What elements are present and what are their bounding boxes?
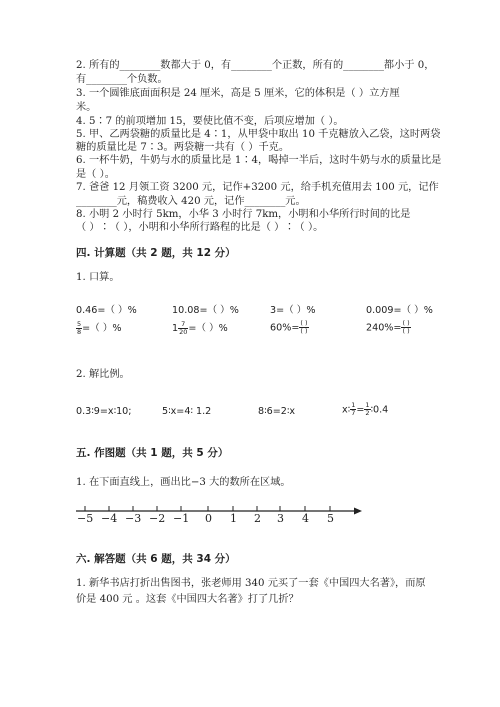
tick-label-neg5: −5 [77, 512, 94, 525]
question-5-line-2: 糖的质量比是 7∶3。两袋糖一共有（ ）千克。 [76, 142, 290, 153]
fraction-5-8: $\frac{5}{8}$ [77, 319, 82, 336]
question-7-line-1: 7. 爸爸 12 月领工资 3200 元，记作+3200 元，给手机充值用去 100 元，记作 [76, 182, 439, 193]
section-4-q1: 1. 口算。 [76, 272, 120, 283]
fraction-1-7: $\frac{1}{7}$ [351, 401, 356, 417]
tick-label-3: 3 [277, 512, 284, 525]
oral-calc-3: 3=（ ）% [270, 305, 316, 316]
question-6-line-2: 是（ ）。 [76, 169, 115, 180]
oral-calc-1: 0.46=（ ）% [76, 305, 137, 316]
section-4-q2: 2. 解比例。 [76, 369, 130, 380]
tick-label-0: 0 [205, 512, 212, 525]
section-6-q1-line-1: 1. 新华书店打折出售图书，张老师用 340 元买了一套《中国四大名著》，而原 [76, 578, 426, 589]
oral-calc-5: $\frac{5}{8}$ =（ ）% [77, 319, 122, 336]
proportion-1: 0.3∶9=x∶10; [76, 406, 132, 417]
number-line-arrow [354, 508, 362, 515]
oral-calc-8: 240%= $\frac{( )}{( )}$ [366, 319, 410, 335]
question-3-line-1: 3. 一个圆锥底面面积是 24 厘米，高是 5 厘米，它的体积是（ ）立方厘 [76, 88, 400, 99]
oral-calc-7: 60%= $\frac{( )}{( )}$ [270, 319, 308, 335]
proportion-2: 5∶x=4∶ 1.2 [162, 406, 212, 417]
question-4: 4. 5∶7 的前项增加 15，要使比值不变，后项应增加（ ）。 [76, 116, 344, 127]
tick-label-neg1: −1 [173, 512, 190, 525]
section-6-q1-line-2: 价是 400 元 。这套《中国四大名著》打了几折？ [76, 594, 299, 605]
tick-label-2: 2 [254, 512, 261, 525]
tick-label-5: 5 [327, 512, 334, 525]
tick-label-4: 4 [302, 512, 309, 525]
section-4-title: 四. 计算题（共 2 题，共 12 分） [76, 247, 236, 259]
fraction-blank-2: $\frac{( )}{( )}$ [402, 319, 410, 335]
oral-calc-6: 1 $\frac{7}{20}$ =（ ）% [172, 319, 228, 336]
tick-label-neg4: −4 [101, 512, 118, 525]
proportion-3: 8∶6=2∶x [258, 406, 296, 417]
tick-label-1: 1 [230, 512, 237, 525]
fraction-1-2: $\frac{1}{2}$ [365, 401, 370, 417]
oral-calc-2: 10.08=（ ）% [172, 305, 239, 316]
question-7-line-2: ________元，稿费收入 420 元，记作________元。 [76, 196, 306, 207]
question-8-line-1: 8. 小明 2 小时行 5km，小华 3 小时行 7km，小明和小华所行时间的比是 [76, 209, 411, 220]
question-2-line-1: 2. 所有的________数都大于 0，有________个正数，所有的________都小于 0， [76, 60, 435, 71]
oral-calc-4: 0.009=（ ）% [366, 305, 433, 316]
question-5-line-1: 5. 甲、乙两袋糖的质量比是 4∶1，从甲袋中取出 10 千克糖放入乙袋，这时两袋 [76, 129, 441, 140]
fraction-7-20: $\frac{7}{20}$ [179, 319, 188, 336]
tick-label-neg2: −2 [149, 512, 166, 525]
question-8-line-2: （ ）∶（ ），小明和小华所行路程的比是（ ）∶（ ）。 [76, 222, 324, 233]
question-3-line-2: 米。 [76, 102, 97, 113]
section-6-title: 六. 解答题（共 6 题，共 34 分） [76, 553, 236, 565]
fraction-blank-1: $\frac{( )}{( )}$ [300, 319, 308, 335]
question-2-line-2: 有________个负数。 [76, 74, 168, 85]
section-5-q1: 1. 在下面直线上，画出比−3 大的数所在区域。 [76, 477, 291, 488]
section-5-title: 五. 作图题（共 1 题，共 5 分） [76, 447, 229, 459]
tick-label-neg3: −3 [125, 512, 142, 525]
proportion-4: x∶ $\frac{1}{7}$ = $\frac{1}{2}$ ∶0.4 [342, 401, 389, 417]
question-6-line-1: 6. 一杯牛奶，牛奶与水的质量比是 1∶4，喝掉一半后，这时牛奶与水的质量比是 [76, 155, 442, 166]
